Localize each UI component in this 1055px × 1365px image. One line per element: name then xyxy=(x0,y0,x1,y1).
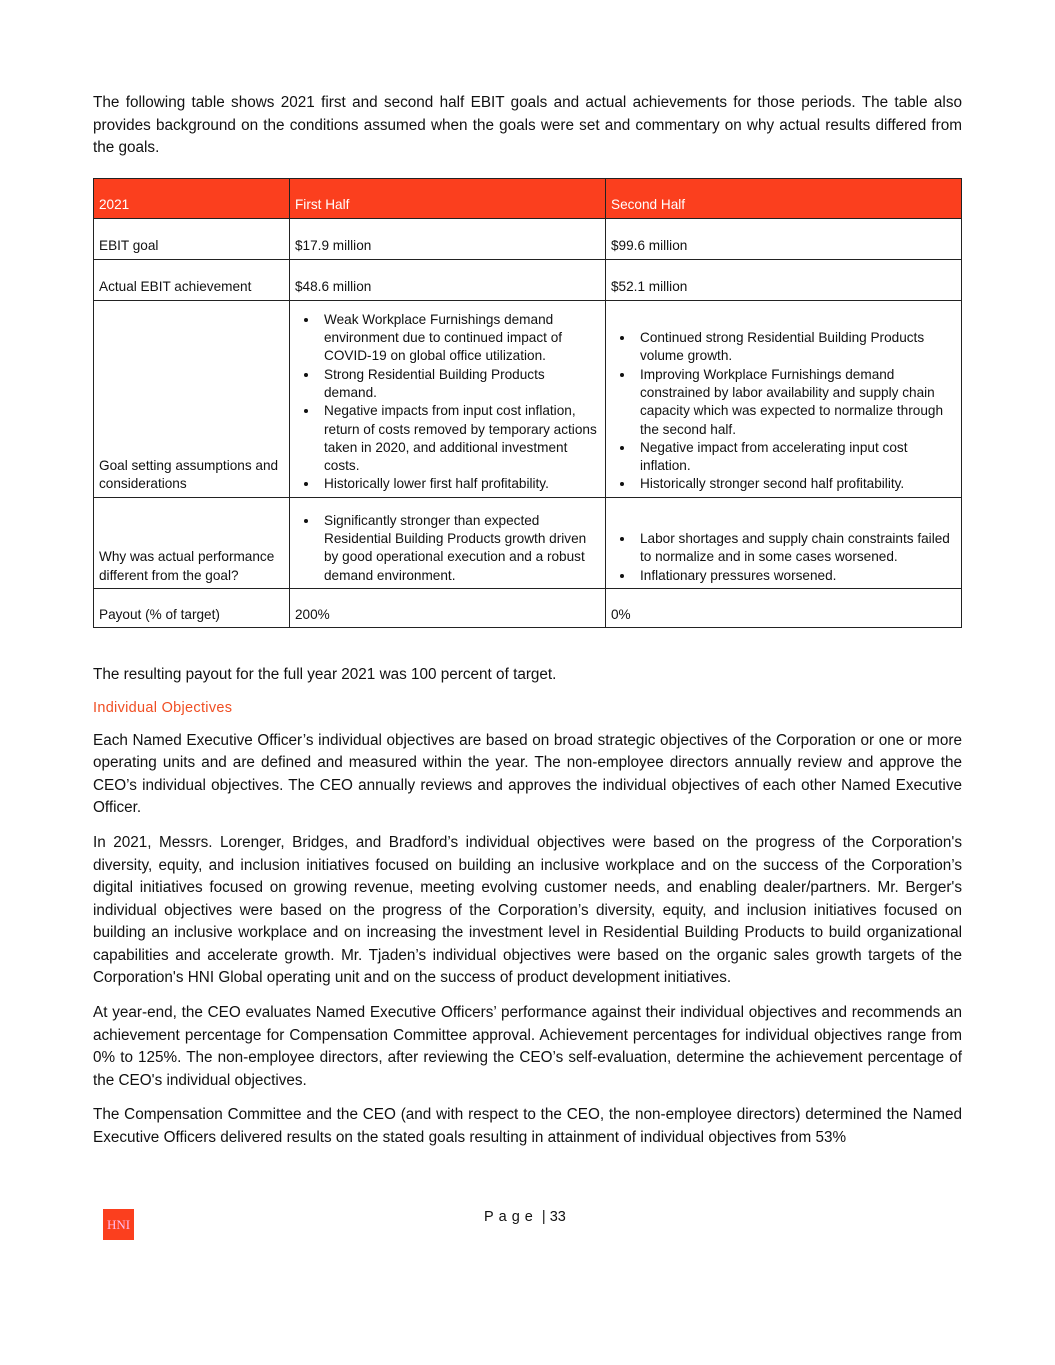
body-paragraph: The Compensation Committee and the CEO (and with respect to the CEO, the non-employee directors) determined the Named Executive Officers delivered results on the stated goals resulting in attainment of individual objectives from 53% xyxy=(93,1106,962,1147)
header-first-half: First Half xyxy=(290,178,606,218)
header-second-half: Second Half xyxy=(606,178,962,218)
cell-first: $48.6 million xyxy=(290,259,606,300)
cell-second: 0% xyxy=(606,588,962,627)
row-label: Actual EBIT achievement xyxy=(94,259,290,300)
page-number-value: | 33 xyxy=(541,1209,566,1225)
page-content xyxy=(93,92,962,1150)
page-number xyxy=(484,1209,566,1225)
list-item: • Inflationary pressures worsened. xyxy=(635,567,956,585)
cell-second xyxy=(606,497,962,588)
table-row xyxy=(94,259,962,300)
list-item: • Weak Workplace Furnishings demand environment due to continued impact of COVID-19 on global office utilization. xyxy=(319,311,600,366)
table-row xyxy=(94,588,962,627)
header-year: 2021 xyxy=(94,178,290,218)
table-row xyxy=(94,218,962,259)
list-item: • Negative impact from accelerating input cost inflation. xyxy=(635,439,956,476)
row-label: EBIT goal xyxy=(94,218,290,259)
cell-first xyxy=(290,300,606,497)
body-paragraph: Each Named Executive Officer’s individual objectives are based on broad strategic objectives of the Corporation or one or more operating units and are defined and measured within the year. The non-employee directors annually review and approve the CEO’s individual objectives. The CEO annually reviews and approves the individual objectives of each other Named Executive Officer. xyxy=(93,731,962,817)
cell-first: $17.9 million xyxy=(290,218,606,259)
table-row xyxy=(94,300,962,497)
row-label: Payout (% of target) xyxy=(94,588,290,627)
list-item: • Historically lower first half profitability. xyxy=(319,475,600,493)
ebit-table xyxy=(93,178,962,628)
body-paragraph: At year-end, the CEO evaluates Named Executive Officers’ performance against their individual objectives and recommends an achievement percentage for Compensation Committee approval. Achievement percentages for individual objectives range from 0% to 125%. The non-employee directors, after reviewing the CEO’s self-evaluation, determine the achievement percentage of the CEO's individual objectives. xyxy=(93,1004,962,1089)
list-item: • Labor shortages and supply chain constraints failed to normalize and in some cases worsened. xyxy=(635,530,956,567)
list-item: • Strong Residential Building Products demand. xyxy=(319,366,600,403)
list-item: • Significantly stronger than expected Residential Building Products growth driven by good operational execution and a robust demand environment. xyxy=(319,512,600,585)
cell-first: 200% xyxy=(290,588,606,627)
cell-second: $99.6 million xyxy=(606,218,962,259)
cell-second xyxy=(606,300,962,497)
list-item: • Improving Workplace Furnishings demand constrained by labor availability and supply chain capacity which was expected to normalize through the second half. xyxy=(635,366,956,439)
row-label: Why was actual performance different from the goal? xyxy=(94,497,290,588)
row-label: Goal setting assumptions and considerations xyxy=(94,300,290,497)
cell-second: $52.1 million xyxy=(606,259,962,300)
intro-paragraph: The following table shows 2021 first and second half EBIT goals and actual achievements for those periods. The table also provides background on the conditions assumed when the goals were set and commentary on why actual results differed from the goals. xyxy=(93,94,962,157)
page-label: Page xyxy=(484,1209,538,1225)
body-paragraph: In 2021, Messrs. Lorenger, Bridges, and Bradford’s individual objectives were based on the progress of the Corporation's diversity, equity, and inclusion initiatives focused on building an inclusive workplace and on the success of the Corporation’s digital initiatives focused on growing revenue, meeting evolving customer needs, and enabling dealer/partners. Mr. Berger's individual objectives were based on the progress of the Corporation’s diversity, equity, and inclusion initiatives focused on building an inclusive workplace and on increasing the investment level in Residential Building Products to build organizational capabilities and accelerate growth. Mr. Tjaden’s individual objectives were based on the organic sales growth targets of the Corporation's HNI Global operating unit and on the success of product development initiatives. xyxy=(93,833,962,987)
cell-first xyxy=(290,497,606,588)
result-paragraph: The resulting payout for the full year 2021 was 100 percent of target. xyxy=(93,665,557,683)
list-item: • Historically stronger second half profitability. xyxy=(635,475,956,493)
list-item: • Negative impacts from input cost inflation, return of costs removed by temporary actions taken in 2020, and additional investment costs. xyxy=(319,402,600,475)
section-heading: Individual Objectives xyxy=(93,699,233,716)
table-header-row xyxy=(94,178,962,218)
table-row xyxy=(94,497,962,588)
hni-logo: HNI xyxy=(103,1209,134,1240)
list-item: • Continued strong Residential Building Products volume growth. xyxy=(635,329,956,366)
